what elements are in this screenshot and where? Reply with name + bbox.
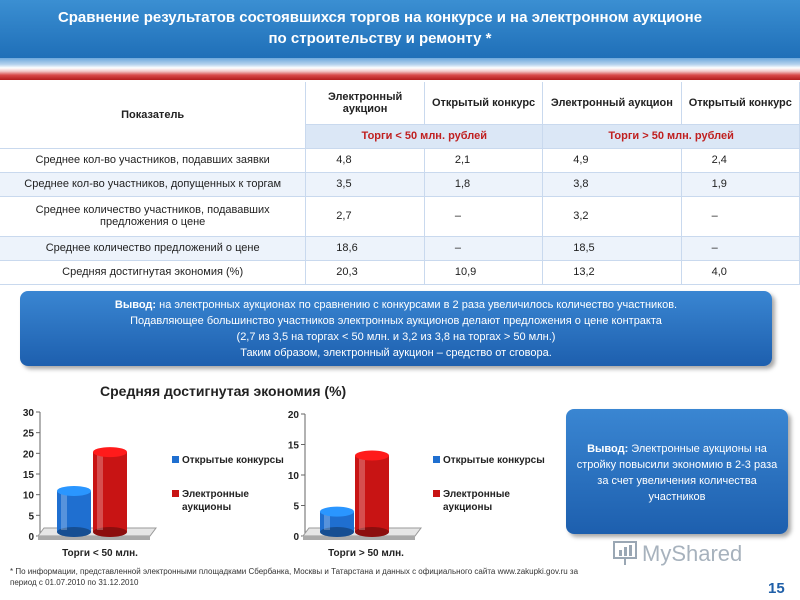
legend-e-auctions: Электронные <box>182 489 249 500</box>
x-axis-label: Торги > 50 млн. <box>328 548 404 559</box>
chart-title: Средняя достигнутая экономия (%) <box>100 383 347 399</box>
group-header: Торги > 50 млн. рублей <box>543 124 800 148</box>
conclusion-line: (2,7 из 3,5 на торгах < 50 млн. и 3,2 из 3,8 на торгах > 50 млн.) <box>236 331 556 343</box>
legend-e-auctions-cont: аукционы <box>182 502 232 513</box>
y-tick-label: 20 <box>287 410 299 421</box>
table-cell: 1,9 <box>681 172 799 196</box>
table-cell: 10,9 <box>424 260 542 284</box>
legend-open-contests: Открытые конкурсы <box>182 455 284 466</box>
conclusion-label: Вывод: <box>587 443 629 455</box>
conclusion-text <box>20 291 772 361</box>
bar-highlight <box>324 514 330 530</box>
y-tick-label: 30 <box>22 408 34 419</box>
footnote <box>10 566 770 588</box>
bar-highlight <box>359 457 365 530</box>
bar-top <box>57 486 91 496</box>
table-cell: 4,0 <box>681 260 799 284</box>
title-line-1: Сравнение результатов состоявшихся торгов на конкурсе и на электронном аукционе <box>57 9 703 26</box>
footnote-line: период с 01.07.2010 по 31.12.2010 <box>10 578 139 587</box>
table-cell: 2,1 <box>424 148 542 172</box>
table-cell: – <box>424 236 542 260</box>
comparison-table <box>0 82 800 285</box>
y-tick-label: 0 <box>28 532 34 543</box>
group-header: Торги < 50 млн. рублей <box>306 124 543 148</box>
row-label: Средняя достигнутая экономия (%) <box>0 260 306 284</box>
page-number: 15 <box>768 580 785 597</box>
table-cell: 13,2 <box>543 260 681 284</box>
y-tick-label: 0 <box>293 532 299 543</box>
y-tick-label: 10 <box>22 490 34 502</box>
conclusion-box-side <box>566 409 788 534</box>
table-cell: 18,5 <box>543 236 681 260</box>
conclusion-line: Таким образом, электронный аукцион – средство от сговора. <box>240 347 552 359</box>
conclusion-body: Электронные аукционы на стройку повысили экономию в 2-3 раза за счет увеличения количества участников <box>576 443 778 503</box>
table-row <box>0 260 800 284</box>
legend-swatch-open-contests <box>172 456 179 463</box>
table-cell: – <box>681 196 799 236</box>
legend-open-contests: Открытые конкурсы <box>443 455 545 466</box>
row-label: Среднее количество предложений о цене <box>0 236 306 260</box>
bar-top <box>355 450 389 460</box>
y-tick-label: 5 <box>293 501 299 513</box>
column-header: Электронный аукцион <box>306 82 425 124</box>
row-label: Среднее количество участников, подававших предложения о цене <box>0 196 306 236</box>
table-cell: 20,3 <box>306 260 425 284</box>
watermark-text: MyShared <box>642 541 743 566</box>
column-header: Электронный аукцион <box>543 82 681 124</box>
bar-top <box>93 447 127 457</box>
y-tick-label: 20 <box>22 449 34 461</box>
table-cell: – <box>681 236 799 260</box>
watermark-logo <box>612 538 782 568</box>
table-row <box>0 148 800 172</box>
row-label: Среднее кол-во участников, допущенных к торгам <box>0 172 306 196</box>
legend-swatch-e-auctions <box>433 490 440 497</box>
y-tick-label: 5 <box>28 511 34 523</box>
table-cell: – <box>424 196 542 236</box>
y-tick-label: 10 <box>287 471 299 482</box>
bar-top <box>320 507 354 517</box>
presentation-icon <box>614 542 636 565</box>
table-cell: 2,4 <box>681 148 799 172</box>
footnote-line: * По информации, представленной электронными площадками Сбербанка, Москвы и Татарстана и данных с официального сайта www.zakupki.gov.ru за <box>10 567 579 576</box>
row-label: Среднее кол-во участников, подавших заявки <box>0 148 306 172</box>
title-line-2: по строительству и ремонту * <box>268 30 492 47</box>
table-cell: 3,8 <box>543 172 681 196</box>
bar-highlight <box>61 493 67 530</box>
conclusion-label: Вывод: <box>114 299 157 311</box>
table-cell: 3,5 <box>306 172 425 196</box>
legend-swatch-open-contests <box>433 456 440 463</box>
conclusion-text <box>566 409 788 505</box>
conclusion-line: Подавляющее большинство участников электронных аукционов делают предложения о цене контракта <box>130 315 662 327</box>
slide-title <box>30 7 730 49</box>
conclusion-line: на электронных аукционах по сравнению с конкурсами в 2 раза увеличилось количество участников. <box>156 299 678 311</box>
table-cell: 3,2 <box>543 196 681 236</box>
column-header: Открытый конкурс <box>424 82 542 124</box>
table-cell: 4,9 <box>543 148 681 172</box>
table-row <box>0 196 800 236</box>
column-header: Открытый конкурс <box>681 82 799 124</box>
x-axis-label: Торги < 50 млн. <box>62 548 138 559</box>
y-tick-label: 15 <box>22 470 34 481</box>
legend-e-auctions-cont: аукционы <box>443 502 493 513</box>
table-cell: 2,7 <box>306 196 425 236</box>
indicator-header: Показатель <box>0 82 306 148</box>
table-header-row <box>0 82 800 124</box>
legend-e-auctions: Электронные <box>443 489 510 500</box>
bar-highlight <box>97 454 103 530</box>
table-cell: 1,8 <box>424 172 542 196</box>
table-cell: 18,6 <box>306 236 425 260</box>
table-row <box>0 172 800 196</box>
flag-stripe <box>0 58 800 80</box>
chart-floor-edge <box>38 536 150 540</box>
economy-charts <box>0 402 560 562</box>
table-cell: 4,8 <box>306 148 425 172</box>
y-tick-label: 25 <box>22 428 34 440</box>
chart-floor-edge <box>303 536 415 540</box>
table-row <box>0 236 800 260</box>
legend-swatch-e-auctions <box>172 490 179 497</box>
y-tick-label: 15 <box>287 440 299 452</box>
conclusion-box-top <box>20 291 772 366</box>
header-bar <box>0 0 800 58</box>
